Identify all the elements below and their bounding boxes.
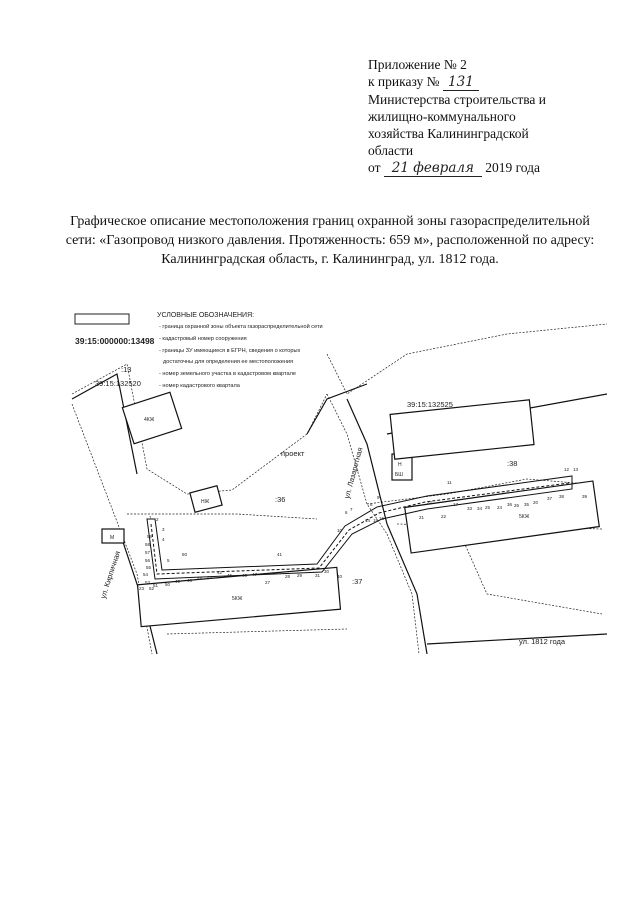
point-number: 7 xyxy=(350,507,353,512)
ministry-line-4: области xyxy=(368,143,414,158)
point-number: 23 xyxy=(139,586,145,591)
bldg-5kzh-left-label: 5КЖ xyxy=(232,596,243,602)
point-number: 14 xyxy=(365,518,371,523)
legend-item-egrn-2: достаточны для определения ее местоположения xyxy=(163,359,294,365)
point-number: 38 xyxy=(559,494,565,499)
bldg-bsh-label: БШ xyxy=(395,472,403,478)
legend-heading: УСЛОВНЫЕ ОБОЗНАЧЕНИЯ: xyxy=(157,312,255,319)
point-number: 27 xyxy=(265,580,271,585)
legend-item-quarter: - номер кадастрового квартала xyxy=(159,383,240,389)
quarter-left-label: 39:15:132520 xyxy=(95,379,141,388)
point-number: 35 xyxy=(524,502,530,507)
point-number: 31 xyxy=(315,573,321,578)
point-number: 30 xyxy=(324,569,330,574)
point-number: 37 xyxy=(547,496,553,501)
point-number: 52 xyxy=(149,586,155,591)
point-number: 45 xyxy=(227,573,233,578)
point-number: 15 xyxy=(373,518,379,523)
point-number: 49 xyxy=(175,579,181,584)
approval-block xyxy=(368,56,618,177)
point-number: 5 xyxy=(167,558,170,563)
ministry-line-1: Министерства строительства и xyxy=(368,92,547,107)
street-lazaretnaya-label: ул. Лазаретная xyxy=(342,446,365,500)
point-number: 47 xyxy=(252,572,258,577)
point-number: 58 xyxy=(145,542,151,547)
document-title: Графическое описание местоположения границ охранной зоны газораспределительной сети: «Газопровод низкого давления. Протяженность: 659 м», расположенной по адресу: Калининградская область, г. Калининград, ул. 1812 года. xyxy=(65,214,595,267)
point-number: 2 xyxy=(156,517,159,522)
point-number: 59 xyxy=(147,534,153,539)
date-prefix: от xyxy=(368,160,381,175)
street-1812-label: ул. 1812 года xyxy=(519,637,566,646)
order-line xyxy=(368,73,618,91)
map-drawing xyxy=(67,294,607,654)
point-number: 56 xyxy=(145,558,151,563)
point-number: 51 xyxy=(153,583,159,588)
point-number: 25 xyxy=(485,505,491,510)
point-number: 3 xyxy=(162,527,165,532)
point-number: 10 xyxy=(337,528,343,533)
ministry-line-2: жилищно-коммунального xyxy=(368,109,516,124)
point-number: 1 xyxy=(149,515,152,520)
point-number: 21 xyxy=(419,515,425,520)
lot-13-label: :13 xyxy=(121,365,132,374)
legend-sample-number: 39:15:000000:13498 xyxy=(75,336,155,346)
legend-zone-swatch xyxy=(75,314,129,324)
point-number: 50 xyxy=(165,582,171,587)
point-number: 8 xyxy=(370,502,373,507)
legend-item-zone: - граница охранной зоны объекта газораспределительной сети xyxy=(159,324,323,330)
point-number: 57 xyxy=(145,550,151,555)
point-number: 48 xyxy=(187,578,193,583)
point-number: 13 xyxy=(573,467,579,472)
legend-item-lot: - номер земельного участка в кадастровом квартале xyxy=(159,371,297,377)
proekt-label: проект xyxy=(281,449,305,458)
bldg-nzh-label: НЖ xyxy=(201,499,210,505)
point-number: 24 xyxy=(497,505,503,510)
date-line xyxy=(368,159,618,177)
bldg-m-label: М xyxy=(110,535,115,541)
point-number: 34 xyxy=(477,506,483,511)
point-number: 60 xyxy=(182,552,188,557)
point-number: 44 xyxy=(197,576,203,581)
point-number: 9 xyxy=(377,495,380,500)
point-number: 20 xyxy=(533,500,539,505)
ministry-line-3: хозяйства Калининградской xyxy=(368,126,529,141)
legend-item-cadastral: - кадастровый номер сооружения xyxy=(159,336,247,342)
bldg-5kzh-right-label: 5КЖ xyxy=(519,514,530,520)
point-number: 12 xyxy=(564,467,570,472)
point-number: 22 xyxy=(441,514,447,519)
point-number: 54 xyxy=(143,572,149,577)
point-number: 40 xyxy=(337,574,343,579)
point-number: 41 xyxy=(277,552,283,557)
point-number: 39 xyxy=(582,494,588,499)
lot-37-label: :37 xyxy=(352,577,363,586)
order-prefix: к приказу № xyxy=(368,74,440,89)
appendix-number: Приложение № 2 xyxy=(368,57,467,72)
point-number: 33 xyxy=(467,506,473,511)
legend-item-egrn: - границы ЗУ имеющиеся в ЕГРН, сведения о которых xyxy=(159,348,301,354)
point-number: 16 xyxy=(379,516,385,521)
point-number: 32 xyxy=(427,500,433,505)
point-number: 42 xyxy=(217,570,223,575)
point-number: 4 xyxy=(162,537,165,542)
order-number: 131 xyxy=(443,75,479,91)
date-handwritten: 21 февраля xyxy=(384,161,482,177)
point-number: 17 xyxy=(453,502,459,507)
street-kirpichnaya-label: ул. Кирпичная xyxy=(98,549,123,600)
point-number: 46 xyxy=(242,573,248,578)
point-number: 26 xyxy=(514,503,520,508)
point-number: 53 xyxy=(145,580,151,585)
bldg-n-label: Н xyxy=(398,462,402,468)
lot-38-label: :38 xyxy=(507,459,518,468)
point-number: 43 xyxy=(207,575,213,580)
lot-36-label: :36 xyxy=(275,495,286,504)
point-number: 6 xyxy=(345,510,348,515)
point-number: 29 xyxy=(297,573,303,578)
date-suffix: 2019 года xyxy=(485,160,541,175)
point-number: 55 xyxy=(146,565,152,570)
point-number: 28 xyxy=(285,574,291,579)
legend xyxy=(75,312,323,389)
point-number: 36 xyxy=(507,502,513,507)
point-number: 11 xyxy=(447,480,452,485)
quarter-right-label: 39:15:132525 xyxy=(407,400,453,409)
bldg-4kzh-label: 4КЖ xyxy=(144,417,155,423)
